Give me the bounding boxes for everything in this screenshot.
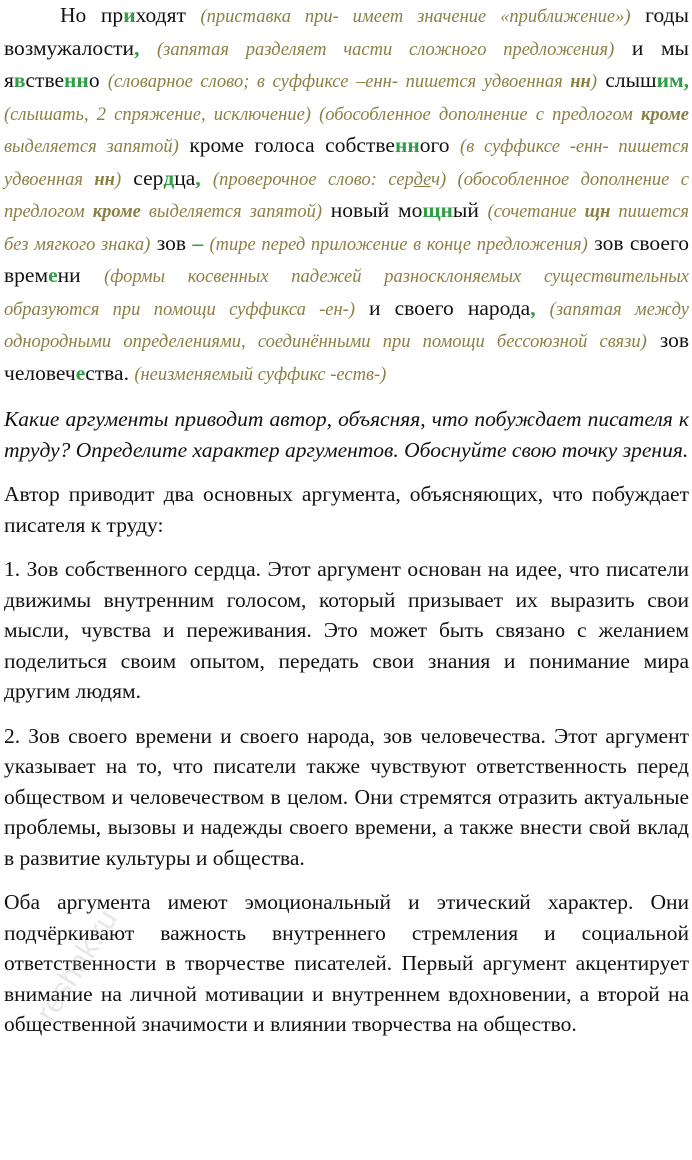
highlighted-letter: нн	[64, 68, 89, 92]
text-run: ый	[452, 198, 488, 222]
grammar-comment: выделяется запятой)	[140, 202, 322, 222]
highlighted-letter: и	[123, 3, 136, 27]
watermark-logo: reshak.ru	[30, 903, 125, 1028]
highlighted-letter: ,	[134, 35, 140, 60]
text-run: кроме голоса собстве	[178, 133, 395, 157]
grammar-comment: (слышать, 2 спряжение, исключение) (обособленное дополнение с предлогом	[4, 104, 641, 125]
text-run	[201, 166, 213, 190]
text-run: слыш	[597, 68, 657, 92]
text-run: ни	[57, 263, 105, 287]
argument-2: 2. Зов своего времени и своего народа, зов человечества. Этот аргумент указывает на то, что писатели также чувствуют ответственность перед обществом и человечеством в целом. Они стремятся отразить актуальные проблемы, вызовы и надежды своего времени, а также внести свой вклад в развитие культуры и общества.	[4, 723, 689, 870]
text-run: Но пр	[60, 3, 124, 27]
grammar-comment: )	[114, 169, 122, 190]
grammar-comment: пишется без мягкого знака)	[4, 202, 690, 255]
text-run: и мы я	[4, 35, 689, 92]
text-run: и своего народа	[355, 295, 531, 320]
comment-underlined: де	[413, 169, 432, 190]
grammar-comment: ч) (обособленное дополнение с предлогом	[4, 169, 689, 222]
grammar-comment: (формы косвенных падежей разносклоняемых существительных образуются при помощи суффикса -ен-)	[4, 267, 689, 320]
answer-intro: Автор приводит два основных аргумента, объясняющих, что побуждает писателя к труду:	[4, 482, 689, 537]
grammar-comment: (тире перед приложение в конце предложения)	[209, 234, 588, 255]
text-run: стве	[25, 68, 65, 92]
highlighted-letter: –	[192, 230, 204, 255]
grammar-comment: (запятая между однородными определениями, соединёнными при помощи бессоюзной связи)	[4, 299, 689, 352]
text-run: ого	[419, 133, 461, 157]
highlighted-letter: е	[75, 360, 86, 385]
argument-1: 1. Зов собственного сердца. Этот аргумент основан на идее, что писатели движимы внутренним голосом, который призывает их выразить свои мысли, чувства и переживания. Это может быть связано с желанием поделиться своим опытом, передать свои знания и понимание мира другим людям.	[4, 557, 689, 703]
text-run: зов своего врем	[4, 230, 689, 287]
text-run: ца	[174, 165, 196, 190]
highlighted-letter: нн	[394, 133, 420, 157]
annotated-sentence	[4, 0, 689, 390]
grammar-comment: (приставка при- имеет значение «приближение»)	[200, 7, 631, 27]
text-run	[139, 36, 157, 60]
grammar-comment: )	[590, 72, 597, 92]
text-run: новый мо	[322, 198, 423, 222]
highlighted-letter: ,	[530, 295, 536, 320]
comment-keyword: кроме	[92, 202, 141, 222]
grammar-comment: (неизменяемый суффикс -еств-)	[134, 364, 387, 385]
grammar-comment: (сочетание	[487, 202, 585, 222]
grammar-comment: (словарное слово; в суффиксе –енн- пишется удвоенная	[107, 72, 571, 92]
text-run: о	[88, 68, 108, 92]
text-run: сер	[121, 165, 164, 190]
document-page	[4, 0, 689, 1040]
highlighted-letter: ,	[683, 68, 690, 92]
highlighted-letter: им	[656, 68, 684, 92]
comment-keyword: нн	[94, 169, 115, 190]
comment-keyword: кроме	[640, 104, 689, 125]
grammar-comment: (проверочное слово: сер	[212, 169, 414, 190]
highlighted-letter: в	[13, 68, 26, 92]
text-run: ства.	[85, 360, 135, 385]
conclusion-text: Оба аргумента имеют эмоциональный и этический характер. Они подчёркивают важность внутреннего стремления и социальной ответственности в творчестве писателей. Первый аргумент акцентирует внимание на личной мотивации и внутреннем вдохновении, а второй на общественной значимости и влиянии творчества на общество.	[4, 890, 689, 1036]
text-run	[536, 296, 550, 320]
text-run: зов человеч	[4, 328, 689, 385]
text-run: зов	[150, 230, 193, 255]
question-text: Какие аргументы приводит автор, объясняя, что побуждает писателя к труду? Определите характер аргументов. Обоснуйте свою точку зрения.	[4, 407, 689, 462]
highlighted-letter: д	[163, 165, 175, 190]
highlighted-letter: е	[48, 263, 58, 287]
grammar-comment: выделяется запятой)	[4, 137, 179, 157]
text-run: годы возмужалости	[4, 3, 689, 60]
highlighted-letter: ,	[195, 165, 201, 190]
highlighted-letter: щн	[422, 198, 453, 222]
grammar-comment: (в суффиксе -енн- пишется удвоенная	[4, 137, 689, 190]
comment-keyword: нн	[570, 72, 591, 92]
comment-keyword: щн	[584, 202, 611, 222]
text-run: ходят	[135, 3, 201, 27]
grammar-comment: (запятая разделяет части сложного предложения)	[157, 39, 615, 60]
